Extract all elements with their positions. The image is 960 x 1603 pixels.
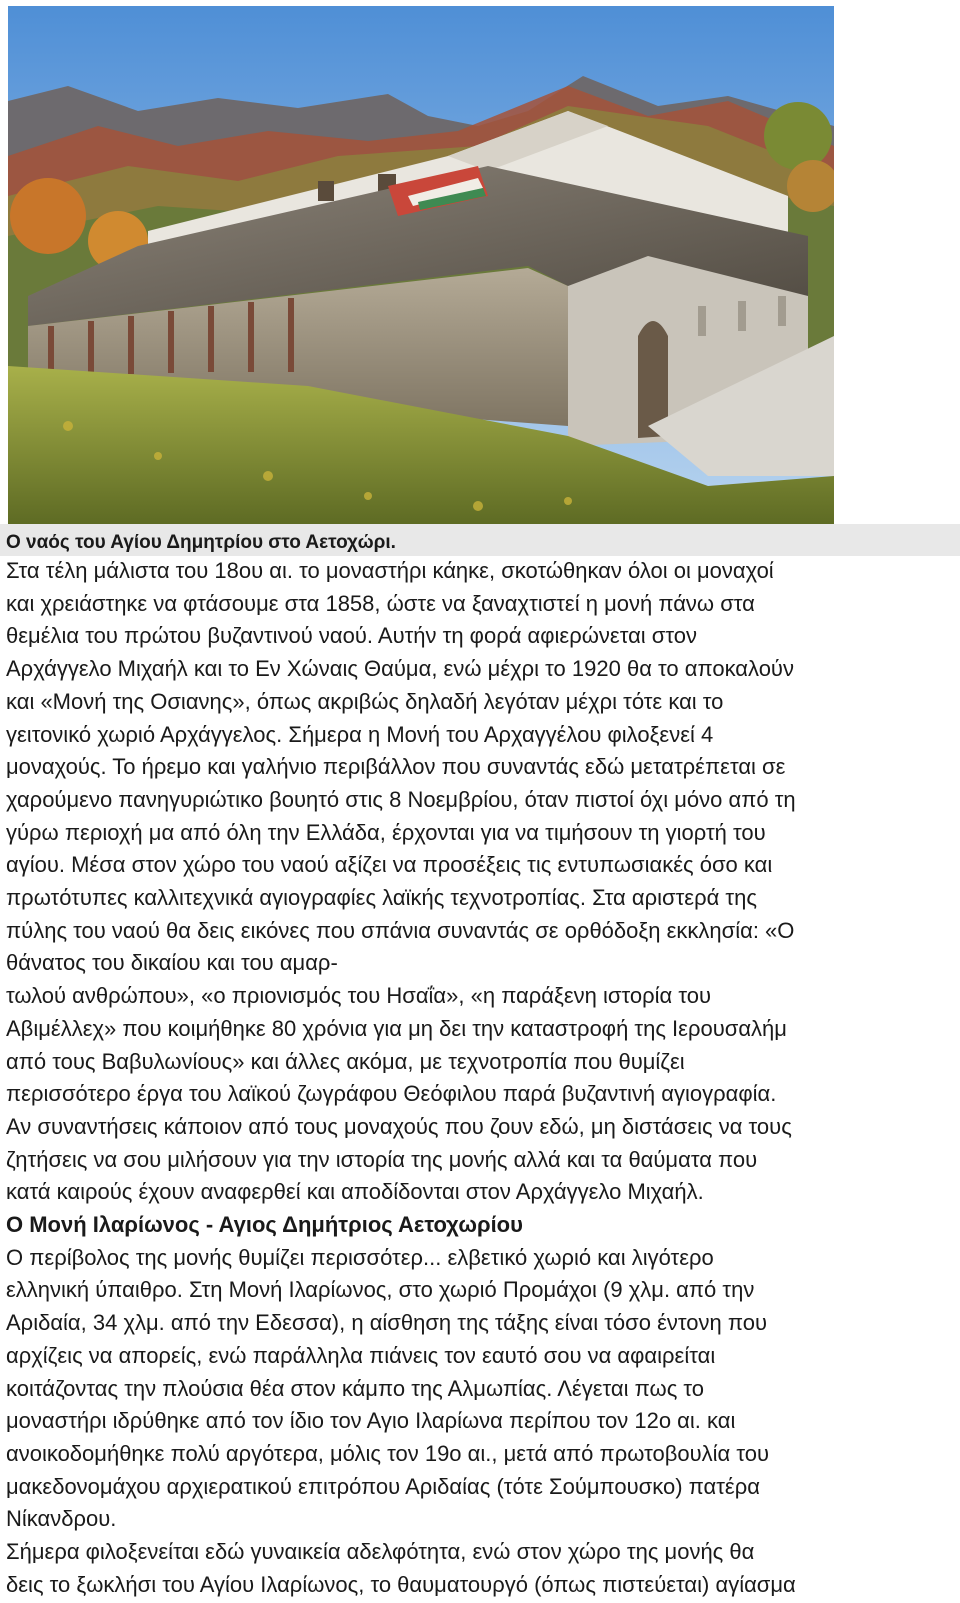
text-line: γύρω περιοχή μα από όλη την Ελλάδα, έρχονται για να τιμήσουν τη γιορτή του	[6, 819, 766, 845]
text-line: ανοικοδομήθηκε πολύ αργότερα, μόλις τον 19ο αι., μετά από πρωτοβουλία του	[6, 1440, 769, 1466]
article-paragraph-3	[6, 1536, 958, 1601]
text-line: και «Μονή της Οσιανης», όπως ακριβώς δηλαδή λεγόταν μέχρι τότε και το	[6, 688, 724, 714]
text-line: μοναστήρι ιδρύθηκε από τον ίδιο τον Αγιο Ιλαρίωνα περίπου τον 12ο αι. και	[6, 1408, 736, 1434]
article-body	[6, 555, 958, 1602]
text-line: μοναχούς. Το ήρεμο και γαλήνιο περιβάλλον που συναντάς εδώ μετατρέπεται σε	[6, 754, 786, 780]
article-paragraph-2	[6, 1242, 958, 1536]
text-line: θεμέλια του πρώτου βυζαντινού ναού. Αυτήν τη φορά αφιερώνεται στον	[6, 623, 698, 649]
text-line: χαρούμενο πανηγυριώτικο βουητό στις 8 Νοεμβρίου, όταν πιστοί όχι μόνο από τη	[6, 786, 796, 812]
text-line: Σήμερα φιλοξενείται εδώ γυναικεία αδελφότητα, ενώ στον χώρο της μονής θα	[6, 1539, 755, 1565]
photo-monastery-church-icon	[8, 6, 834, 524]
text-line: αγίου. Μέσα στον χώρο του ναού αξίζει να προσέξεις τις εντυπωσιακές όσο και	[6, 852, 773, 878]
text-line: γειτονικό χωριό Αρχάγγελος. Σήμερα η Μονή του Αρχαγγέλου φιλοξενεί 4	[6, 721, 714, 747]
text-line: κοιτάζοντας την πλούσια θέα στον κάμπο της Αλμωπίας. Λέγεται πως το	[6, 1375, 705, 1401]
text-line: περισσότερο έργα του λαϊκού ζωγράφου Θεόφιλου παρά βυζαντινή αγιογραφία.	[6, 1081, 777, 1107]
text-line: θάνατος του δικαίου και του αμαρ-	[6, 950, 338, 976]
text-line: ελληνική ύπαιθρο. Στη Μονή Ιλαρίωνος, στο χωριό Προμάχοι (9 χλμ. από την	[6, 1277, 755, 1303]
section-heading: Ο Μονή Ιλαρίωνος - Αγιος Δημήτριος Αετοχωρίου	[6, 1212, 523, 1238]
text-line: Αριδαία, 34 χλμ. από την Εδεσσα), η αίσθηση της τάξης είναι τόσο έντονη που	[6, 1310, 767, 1336]
text-line: Αρχάγγελο Μιχαήλ και το Εν Χώναις Θαύμα, ενώ μέχρι το 1920 θα το αποκαλούν	[6, 656, 794, 682]
text-line: Νίκανδρου.	[6, 1506, 117, 1532]
text-line: από τους Βαβυλωνίους» και άλλες ακόμα, με τεχνοτροπία που θυμίζει	[6, 1048, 685, 1074]
church-photo	[8, 6, 834, 524]
text-line: Αβιμέλλεχ» που κοιμήθηκε 80 χρόνια για μη δει την καταστροφή της Ιερουσαλήμ	[6, 1015, 787, 1041]
text-line: πρωτότυπες καλλιτεχνικά αγιογραφίες λαϊκής τεχνοτροπίας. Στα αριστερά της	[6, 885, 757, 911]
text-line: ζητήσεις να σου μιλήσουν για την ιστορία της μονής αλλά και τα θαύματα που	[6, 1146, 758, 1172]
text-line: δεις το ξωκλήσι του Αγίου Ιλαρίωνος, το θαυματουργό (όπως πιστεύεται) αγίασμα	[6, 1571, 796, 1597]
photo-caption: Ο ναός του Αγίου Δημητρίου στο Αετοχώρι.	[6, 532, 396, 553]
text-line: πύλης του ναού θα δεις εικόνες που σπάνια συναντάς σε ορθόδοξη εκκλησία: «Ο	[6, 917, 795, 943]
text-line: κατά καιρούς έχουν αναφερθεί και αποδίδονται στον Αρχάγγελο Μιχαήλ.	[6, 1179, 704, 1205]
text-line: Ο περίβολος της μονής θυμίζει περισσότερ... ελβετικό χωριό και λιγότερο	[6, 1244, 714, 1270]
text-line: τωλού ανθρώπου», «ο πριονισμός του Ησαΐα», «η παράξενη ιστορία του	[6, 983, 711, 1009]
article-paragraph-1	[6, 555, 958, 1209]
text-line: και χρειάστηκε να φτάσουμε στα 1858, ώστε να ξαναχτιστεί η μονή πάνω στα	[6, 590, 755, 616]
text-line: αρχίζεις να απορείς, ενώ παράλληλα πιάνεις τον εαυτό σου να αφαιρείται	[6, 1342, 716, 1368]
text-line: Στα τέλη μάλιστα του 18ου αι. το μοναστήρι κάηκε, σκοτώθηκαν όλοι οι μοναχοί	[6, 558, 774, 583]
text-line: Αν συναντήσεις κάποιον από τους μοναχούς που ζουν εδώ, μη διστάσεις να τους	[6, 1113, 792, 1139]
text-line: μακεδονομάχου αρχιερατικού επιτρόπου Αριδαίας (τότε Σούμπουσκο) πατέρα	[6, 1473, 760, 1499]
